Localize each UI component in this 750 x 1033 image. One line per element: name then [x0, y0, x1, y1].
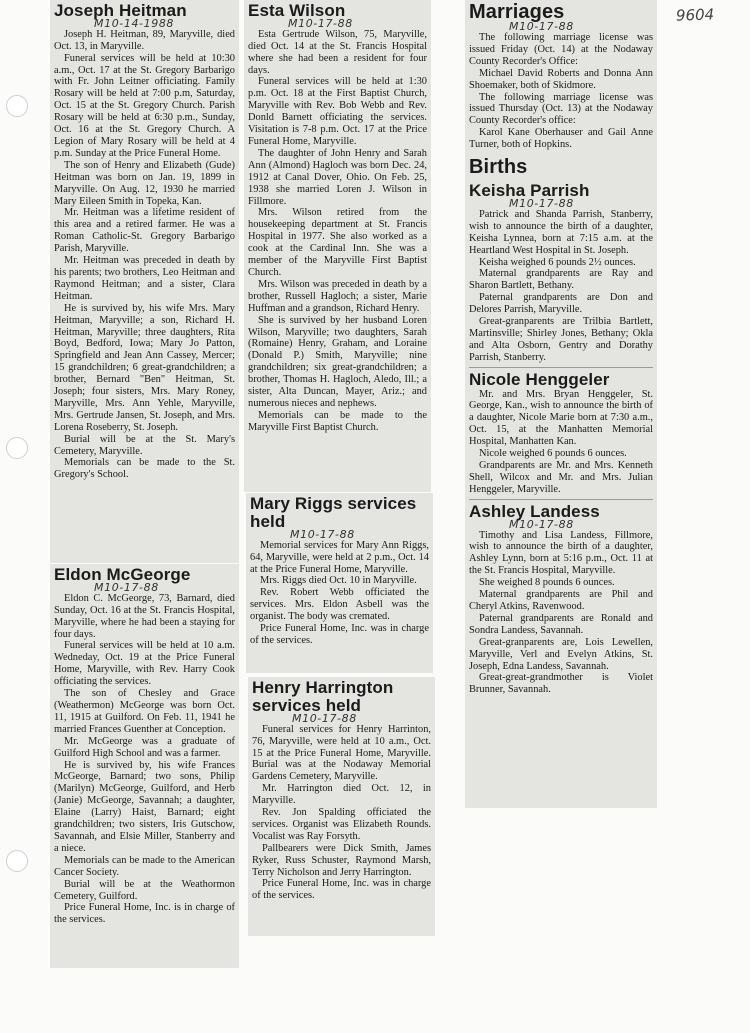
paragraph: Maternal grandparents are Phil and Cheryl Atkins, Ravenwood. — [469, 589, 653, 612]
paragraph: Paternal grandparents are Don and Delores Parrish, Maryville. — [469, 292, 653, 316]
handwritten-date: M10-17-88 — [292, 711, 357, 725]
paragraph: Maternal grandparents are Ray and Sharon Bartlett, Bethany. — [469, 268, 653, 292]
paragraph: He is survived by, his wife Mrs. Mary Heitman, Maryville; a son, Richard H. Heitman, Maryville; three daughters, Rita Boyd, Bedford, Iowa; Mary Jo Patton, Springfield and Jean Ann Cassey, Mercer; 15 grandchildren; 6 great-grandchildren; a brother, Bernard "Ben" Heitman, St. Joseph; four sisters, Mrs. Mary Roney, Maryville, Mrs. Ann Yehle, Maryville, Mrs. Gertrude Jansen, St. Joseph, and Mrs. Lorena Roseberry, St. Joseph. — [54, 302, 235, 433]
headline: Ashley Landess — [469, 501, 600, 521]
paragraph: Grandparents are Mr. and Mrs. Kenneth Shell, Wilcox and Mr. and Mrs. Julian Henggeler, Maryville. — [469, 459, 653, 495]
paragraph: Patrick and Shanda Parrish, Stanberry, wish to announce the birth of a daughter, Keisha Lynnea, born at 7:15 a.m. at the Heartland West Hospital in St. Joseph. — [469, 208, 653, 256]
paragraph: Price Funeral Home, Inc. is in charge of the services. — [54, 902, 235, 926]
paragraph: Great-great-grandmother is Violet Brunner, Savannah. — [469, 672, 653, 696]
paragraph: Great-granparents are Trilbia Bartlett, Martinsville; Shirley Jones, Bethany; Okla and Alta Osborn, Gentry and Dorathy Parrish, Stanberry. — [469, 316, 653, 363]
handwritten-date: M10-17-88 — [509, 20, 574, 33]
paragraph: Rev. Jon Spalding officiated the services. Organist was Elizabeth Rounds. Vocalist was Ray Forsyth. — [252, 807, 431, 842]
paragraph: Great-granparents are, Lois Lewellen, Maryville, Verl and Evelyn Atkins, St. Joseph, Edna Landess, Savannah. — [469, 636, 653, 672]
headline: Keisha Parrish — [469, 181, 590, 201]
paragraph: Burial will be at the Weathormon Cemetery, Guilford. — [54, 878, 235, 902]
paragraph: Mr. Harrington died Oct. 12, in Maryville. — [252, 783, 431, 807]
binder-hole — [6, 95, 28, 117]
paragraph: Funeral services will be held at 10 a.m. Wedneday, Oct. 19 at the Price Funeral Home, Maryville, with Rev. Harry Cook officiating the services. — [54, 640, 235, 688]
headline: Joseph Heitman — [54, 1, 187, 20]
divider — [469, 367, 653, 368]
paragraph: Joseph H. Heitman, 89, Maryville, died Oct. 13, in Maryville. — [54, 28, 235, 52]
divider — [469, 499, 653, 500]
paragraph: Memorials can be made to the American Cancer Society. — [54, 854, 235, 878]
page-number: 9604 — [675, 5, 715, 25]
paragraph: Paternal grandparents are Ronald and Sondra Landess, Savannah. — [469, 612, 653, 636]
clipping-joseph-heitman — [50, 0, 239, 563]
paragraph: Price Funeral Home, Inc. was in charge of the services. — [250, 623, 429, 646]
binder-hole — [6, 850, 28, 872]
handwritten-date: M10-17-88 — [509, 196, 574, 210]
paragraph: Keisha weighed 6 pounds 2½ ounces. — [479, 256, 636, 268]
paragraph: Mrs. Riggs died Oct. 10 in Maryville. — [260, 575, 417, 587]
paragraph: Mr. McGeorge was a graduate of Guilford High School and was a farmer. — [54, 735, 235, 759]
paragraph: Mrs. Wilson was preceded in death by a brother, Russell Hagloch; a sister, Marie Huffman and a grandson, Richard Henry. — [248, 278, 427, 314]
paragraph: Mr. and Mrs. Bryan Henggeler, St. George, Kan., wish to announce the birth of a daughter, Nicole Marie born at 7:30 a.m., Oct. 15, at the Manhatten Memorial Hospital, Manhatten Kan. — [469, 388, 653, 448]
paragraph: Michael David Roberts and Donna Ann Shoemaker, both of Skidmore. — [469, 67, 653, 91]
paragraph: Price Funeral Home, Inc. was in charge of the services. — [252, 878, 431, 902]
paragraph: Memorials can be made to the St. Gregory's School. — [54, 457, 235, 481]
paragraph: Funeral services for Henry Harrinton, 76, Maryville, were held at 10 a.m., Oct. 15 at the Price Funeral Home, Maryville. Burial was at the Nodaway Memorial Gardens Cemetery, Maryville. — [252, 723, 431, 783]
paragraph: The son of Chesley and Grace (Weathermon) McGeorge was born Oct. 11, 1915 at Guilford. On Feb. 11, 1941 he married Frances Guenther at Conception. — [54, 688, 235, 735]
headline: Henry Harrington services held — [252, 678, 394, 715]
clipping-mary-riggs — [246, 493, 433, 673]
handwritten-date: M10-17-88 — [509, 517, 574, 531]
headline: Eldon McGeorge — [54, 565, 191, 584]
handwritten-date: M10-17-88 — [288, 16, 353, 30]
paragraph: Esta Gertrude Wilson, 75, Maryville, died Oct. 14 at the St. Francis Hospital where she had been a resident for four days. — [248, 28, 427, 76]
binder-hole — [6, 437, 28, 459]
paragraph: The daughter of John Henry and Sarah Ann (Almond) Hagloch was born Dec. 24, 1912 at Canal Dover, Ohio. On Feb. 25, 1938 she married Loren J. Wilson in Fillmore. — [248, 147, 427, 207]
paragraph: The following marriage license was issued Friday (Oct. 14) at the Nodaway County Recorder's Office: — [469, 32, 653, 67]
paragraph: Burial will be at the St. Mary's Cemetery, Maryville. — [54, 433, 235, 457]
paragraph: Rev. Robert Webb officiated the services. Mrs. Eldon Asbell was the organist. The body was cremated. — [250, 587, 429, 623]
paragraph: Mrs. Wilson retired from the housekeeping department at St. Francis Hospital in 1977. She also worked as a cook at the Cardinal Inn. She was a member of the Maryville First Baptist Church. — [248, 207, 427, 278]
clipping-marriages-births — [465, 0, 657, 808]
clipping-esta-wilson — [244, 0, 431, 492]
paragraph: Memorial services for Mary Ann Riggs, 64, Maryville, were held at 2 p.m., Oct. 14 at the Price Funeral Home, Maryville. — [250, 539, 429, 575]
paragraph: Memorials can be made to the Maryville First Baptist Church. — [248, 409, 427, 433]
handwritten-date: M10-17-88 — [94, 580, 159, 594]
handwritten-date: M10-17-88 — [290, 527, 355, 541]
paragraph: He is survived by, his wife Frances McGeorge, Barnard; two sons, Philip (Marilyn) McGeorge, Guilford, and Herb (Janie) McGeorge, Savannah; a daughter, Elaine (Larry) Haist, Barnard; eight grandchildren; two sisters, Iris Gutschow, Savannah, and Elsie Miller, Stanberry and a niece. — [54, 759, 235, 854]
headline: Mary Riggs services held — [250, 494, 417, 531]
paragraph: She weighed 8 pounds 6 ounces. — [479, 577, 615, 589]
paragraph: The following marriage license was issued Thursday (Oct. 13) at the Nodaway County Recorder's office: — [469, 91, 653, 127]
section-title: Marriages — [469, 1, 565, 23]
section-title: Births — [469, 156, 528, 179]
paragraph: Funeral services will be held at 1:30 p.m. Oct. 18 at the First Baptist Church, Maryville with Rev. Bob Webb and Rev. Donld Barnett officiating the services. Visitation is 7-8 p.m. Oct. 17 at the Price Funeral Home, Maryville. — [248, 76, 427, 147]
paragraph: Mr. Heitman was a lifetime resident of this area and a retired farmer. He was a Roman Catholic-St. Gregory Barbarigo Parish, Maryville. — [54, 207, 235, 255]
paragraph: Pallbearers were Dick Smith, James Ryker, Russ Schuster, Raymond Marsh, Terry Nicholson and Jerry Harrington. — [252, 842, 431, 878]
paragraph: The son of Henry and Elizabeth (Gude) Heitman was born on Jan. 19, 1899 in Maryville. On Aug. 12, 1930 he married Mary Eileen Smith in Topeka, Kan. — [54, 159, 235, 207]
paragraph: Funeral services will be held at 10:30 a.m., Oct. 17 at the St. Gregory Barbarigo with Fr. John Leitner officiating. Family Rosary will be held at 7:00 p.m, Saturday, Oct. 15 at the St. Gregory Church. Parish Rosary will be held at 6:30 p.m., Sunday, Oct. 16 at the St. Gregory Church. A Legion of Mary Rosary will be held at 4 p.m. Sunday at the Price Funeral Home. — [54, 52, 235, 159]
clipping-eldon-mcgeorge — [50, 564, 239, 968]
paragraph: Mr. Heitman was preceded in death by his parents; two brothers, Leo Heitman and Raymond Heitman; and a sister, Clara Heitman. — [54, 255, 235, 302]
paragraph: Nicole weighed 6 pounds 6 ounces. — [479, 448, 627, 460]
clipping-henry-harrington — [248, 677, 435, 936]
handwritten-date: M10-14-1988 — [94, 16, 175, 30]
headline: Nicole Henggeler — [469, 369, 610, 389]
paragraph: Timothy and Lisa Landess, Fillmore, wish to announce the birth of a daughter, Ashley Lynn, born at 5:16 p.m., Oct. 11 at the St. Francis Hospital, Maryville. — [469, 529, 653, 577]
paragraph: She is survived by her husband Loren Wilson, Maryville; two daughters, Sarah (Romaine) Henry, Graham, and Loraine (Donald P.) Smith, Maryville; nine grandchildren; six great-grandchildren; a brother, Thomas H. Hagloch, Aledo, Ill.; a sister, Alta Duncan, Mayer, Ariz.; and numerous nieces and nephews. — [248, 314, 427, 409]
paragraph: Eldon C. McGeorge, 73, Barnard, died Sunday, Oct. 16 at the St. Francis Hospital, Maryville, where he had been a staying for four days. — [54, 592, 235, 640]
paragraph: Karol Kane Oberhauser and Gail Anne Turner, both of Hopkins. — [469, 127, 653, 151]
headline: Esta Wilson — [248, 1, 346, 20]
